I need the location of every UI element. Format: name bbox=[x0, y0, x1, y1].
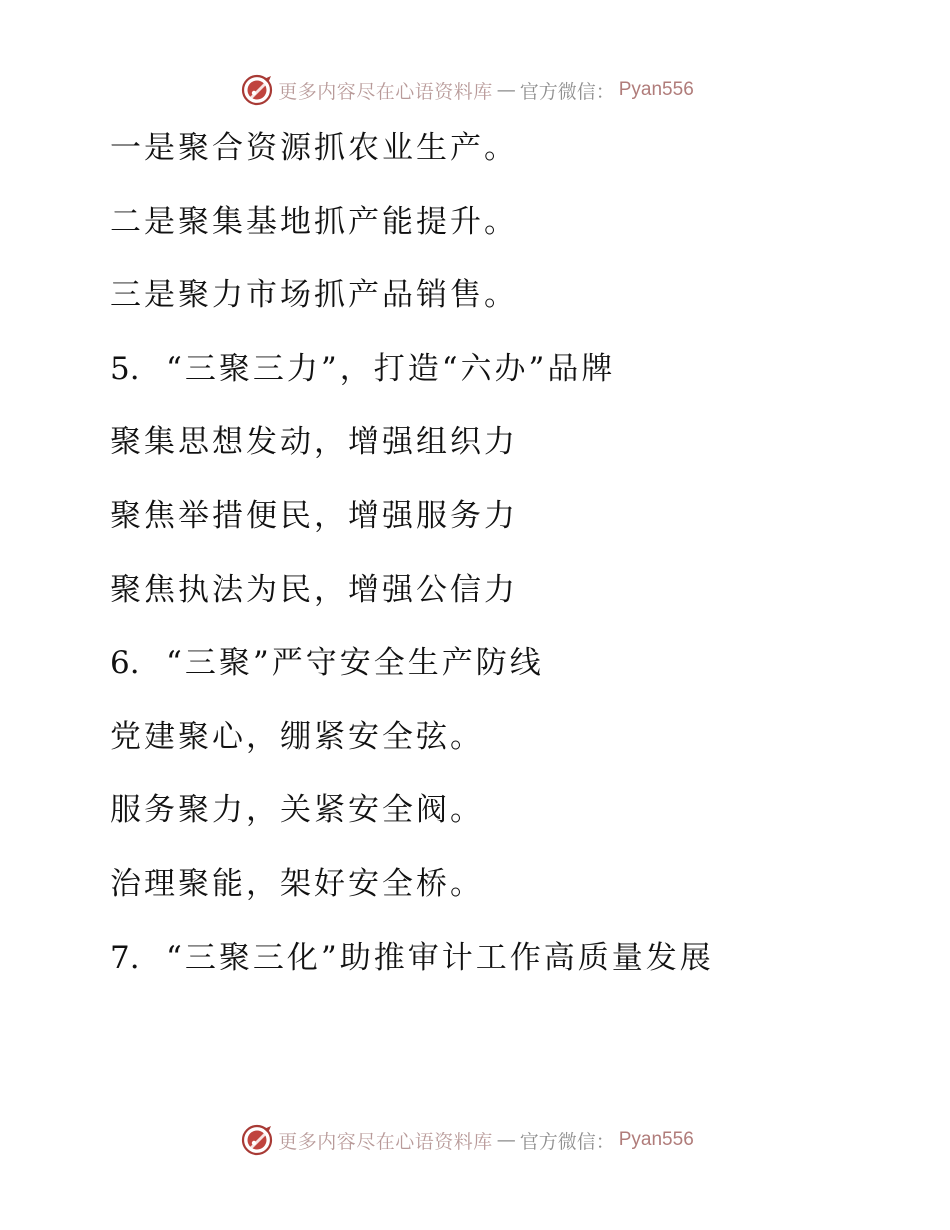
line-text: 治理聚能，架好安全桥。 bbox=[110, 865, 484, 902]
text-line bbox=[110, 196, 910, 270]
footer-watermark-banner bbox=[0, 1120, 950, 1160]
text-line bbox=[110, 784, 910, 858]
section-title: “三聚三力”，打造“六办”品牌 bbox=[166, 350, 616, 387]
text-line bbox=[110, 122, 910, 196]
section-number: 5. bbox=[110, 350, 140, 387]
text-line bbox=[110, 269, 910, 343]
line-text: 聚集思想发动，增强组织力 bbox=[110, 424, 518, 461]
watermark-dash: — bbox=[496, 79, 516, 101]
document-body bbox=[110, 122, 910, 1005]
section-heading bbox=[110, 343, 910, 417]
watermark-wechat-label: 官方微信： bbox=[519, 80, 615, 103]
header-watermark-banner bbox=[0, 70, 950, 110]
watermark-wechat-id: Pyan556 bbox=[618, 1129, 694, 1150]
line-text: 聚焦执法为民，增强公信力 bbox=[110, 571, 518, 608]
section-title: “三聚三化”助推审计工作高质量发展 bbox=[166, 939, 714, 976]
text-line bbox=[110, 858, 910, 932]
line-text: 二是聚集基地抓产能提升。 bbox=[110, 203, 518, 240]
text-line bbox=[110, 416, 910, 490]
quill-logo-icon bbox=[240, 1123, 274, 1157]
text-line bbox=[110, 564, 910, 638]
watermark-text: 更多内容尽在心语资料库 bbox=[278, 1130, 493, 1153]
section-title: “三聚”严守安全生产防线 bbox=[166, 645, 544, 682]
text-line bbox=[110, 711, 910, 785]
line-text: 聚焦举措便民，增强服务力 bbox=[110, 497, 518, 534]
text-line bbox=[110, 490, 910, 564]
watermark-wechat-id: Pyan556 bbox=[618, 79, 694, 100]
watermark-dash: — bbox=[496, 1129, 516, 1151]
line-text: 一是聚合资源抓农业生产。 bbox=[110, 130, 518, 166]
watermark-text: 更多内容尽在心语资料库 bbox=[278, 80, 493, 103]
line-text: 三是聚力市场抓产品销售。 bbox=[110, 277, 518, 314]
line-text: 党建聚心，绷紧安全弦。 bbox=[110, 718, 484, 755]
section-number: 7. bbox=[110, 939, 140, 976]
section-heading bbox=[110, 932, 910, 1006]
line-text: 服务聚力，关紧安全阀。 bbox=[110, 792, 484, 829]
watermark-wechat-label: 官方微信： bbox=[519, 1130, 615, 1153]
section-number: 6. bbox=[110, 645, 140, 682]
quill-logo-icon bbox=[240, 73, 274, 107]
section-heading bbox=[110, 637, 910, 711]
